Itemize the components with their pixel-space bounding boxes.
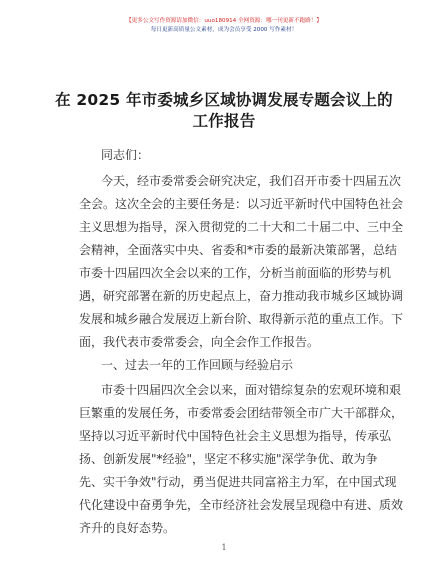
paragraph-2-line-5: 先、实干争效"行动，勇当促进共同富裕主力军，在中国式现 xyxy=(79,475,397,489)
paragraph-2-line-7: 齐升的良好态势。 xyxy=(79,521,176,535)
paragraph-2-line-2: 巨繁重的发展任务，市委常委会团结带领全市广大干部群众， xyxy=(79,406,404,420)
document-title-line-1: 在 2025 年市委城乡区域协调发展专题会议上的 xyxy=(55,91,393,109)
paragraph-1-line-6: 遇，研究部署在新的历史起点上，奋力推动我市城乡区域协调 xyxy=(79,289,404,303)
paragraph-2-line-3: 坚持以习近平新时代中国特色社会主义思想为指导，传承弘 xyxy=(79,429,392,443)
paragraph-1-line-5: 市委十四届四次全会以来的工作，分析当前面临的形势与机 xyxy=(79,266,392,280)
paragraph-1-line-2: 全会。这次全会的主要任务是：以习近平新时代中国特色社会 xyxy=(79,197,404,211)
header-promo-line-2: 每日更新高质量公文素材，成为会员享受 2000 写作素材！ xyxy=(150,27,298,33)
paragraph-1-line-8: 面，我代表市委常委会，向全会作工作报告。 xyxy=(79,335,320,349)
paragraph-1-line-4: 会精神，全面落实中央、省委和*市委的最新决策部署，总结 xyxy=(79,243,398,257)
page-number: 1 xyxy=(221,543,227,552)
paragraph-1-line-3: 主义思想为指导，深入贯彻党的二十大和二十届二中、三中全 xyxy=(79,220,404,234)
paragraph-1-line-1: 今天，经市委常委会研究决定，我们召开市委十四届五次 xyxy=(101,174,402,188)
document-title-line-2: 工作报告 xyxy=(192,112,256,130)
header-promo-line-1: 【更多公文写作资源请加微信：uuo180914 全网资源：哪一刊更新不跑路！】 xyxy=(126,18,322,24)
salutation: 同志们： xyxy=(101,148,150,162)
paragraph-2-line-4: 扬、创新发展"*经验"，坚定不移实施"深学争优、敢为争 xyxy=(79,452,378,466)
paragraph-2-line-6: 代化建设中奋勇争先，全市经济社会发展呈现稳中有进、质效 xyxy=(79,498,404,512)
paragraph-2-line-1: 市委十四届四次全会以来，面对错综复杂的宏观环境和艰 xyxy=(101,383,402,397)
section-heading-1: 一、过去一年的工作回顾与经验启示 xyxy=(101,358,294,372)
paragraph-1-line-7: 发展和城乡融合发展迈上新台阶、取得新示范的重点工作。下 xyxy=(79,312,404,326)
